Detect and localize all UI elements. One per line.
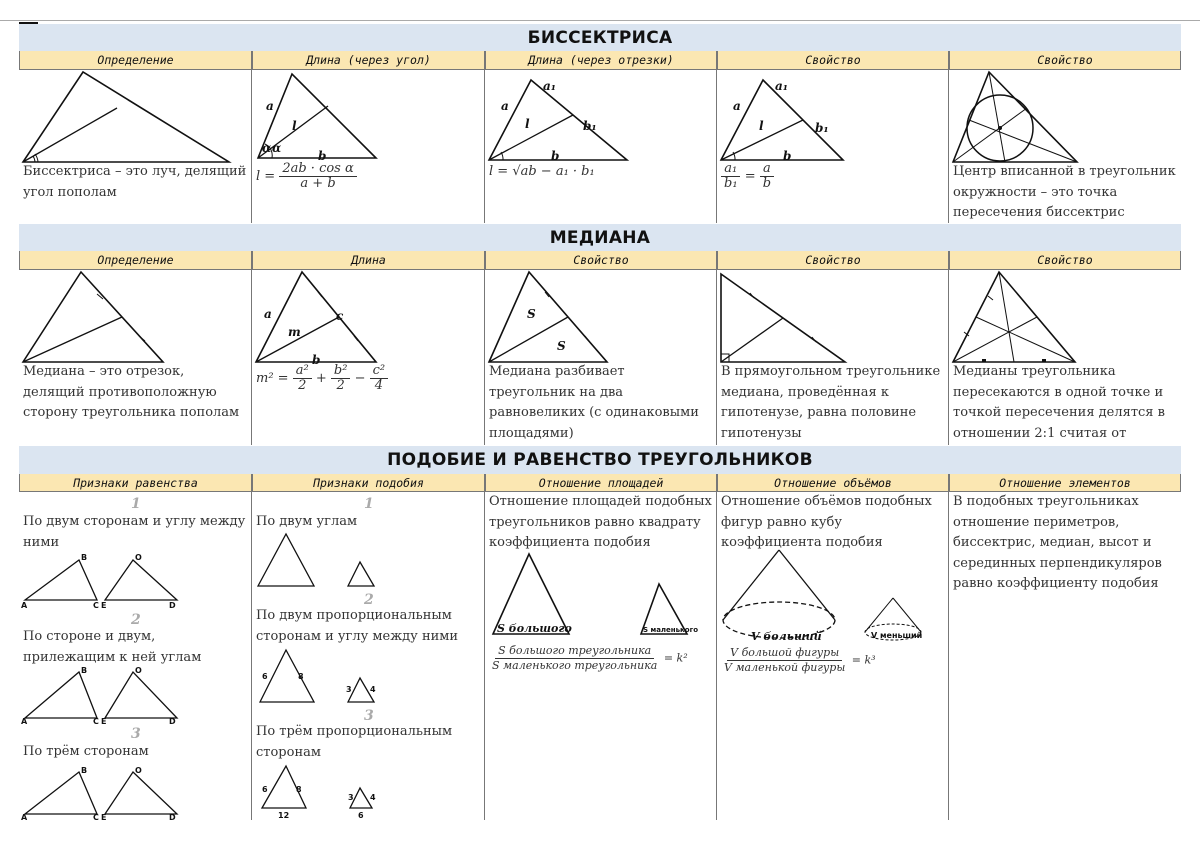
col-header: Длина bbox=[252, 251, 485, 270]
vertex-label: D bbox=[169, 813, 176, 820]
criterion-number: 1 bbox=[131, 496, 141, 512]
label-b1: b₁ bbox=[815, 121, 829, 135]
criterion-number: 3 bbox=[131, 726, 141, 742]
similarity-row bbox=[19, 492, 1181, 820]
formula-denominator: 2 bbox=[336, 378, 345, 393]
vertex-label: E bbox=[101, 717, 107, 726]
side-length: 4 bbox=[370, 685, 376, 694]
label-b: b bbox=[312, 353, 321, 367]
median-area-figure bbox=[485, 270, 717, 370]
volume-ratio-text: Отношение объёмов подобных фигур равно кубу коэффициента подобия bbox=[721, 494, 932, 550]
vertex-label: O bbox=[135, 553, 142, 562]
criterion-number: 1 bbox=[364, 496, 374, 512]
col-header: Определение bbox=[19, 51, 252, 70]
area-ratio-cell bbox=[485, 492, 717, 820]
formula-denominator: S маленького треугольника bbox=[492, 659, 658, 672]
side-length: 3 bbox=[346, 685, 352, 694]
section-title-bisector: БИССЕКТРИСА bbox=[19, 24, 1181, 51]
similarity-criterion-2-text: По двум пропорциональным сторонам и углу между ними bbox=[256, 608, 459, 644]
formula-numerator: a₁ bbox=[721, 162, 740, 177]
bisector-segments-figure bbox=[485, 70, 717, 170]
median-length-formula bbox=[256, 364, 388, 393]
formula-numerator: a² bbox=[293, 364, 312, 379]
label-b: b bbox=[551, 149, 560, 163]
incircle-property-cell bbox=[949, 70, 1181, 223]
median-area-cell bbox=[485, 270, 717, 445]
volume-ratio-cell bbox=[717, 492, 949, 820]
side-length: 3 bbox=[348, 793, 354, 802]
vertex-label: B bbox=[81, 666, 88, 675]
label-l: l bbox=[525, 117, 530, 131]
label-s: S bbox=[527, 307, 536, 321]
elements-ratio-text: В подобных треугольниках отношение периметров, биссектрис, медиан, высот и серединных перпендикуляров равно коэффициенту подобия bbox=[953, 494, 1162, 591]
vertex-label: D bbox=[169, 717, 176, 726]
equality-criteria-cell bbox=[19, 492, 252, 820]
label-alpha: α bbox=[272, 141, 282, 155]
median-definition-cell bbox=[19, 270, 252, 445]
incircle-text: Центр вписанной в треугольник окружности – это точка пересечения биссектрис bbox=[953, 164, 1176, 220]
formula-numerator: S большого треугольника bbox=[495, 644, 654, 659]
median-right-triangle-text: В прямоугольном треугольнике медиана, проведённая к гипотенузе, равна половине гипотенузы bbox=[721, 364, 941, 441]
vertex-label: C bbox=[93, 813, 99, 820]
formula-operator: − bbox=[354, 371, 366, 386]
formula-numerator: b² bbox=[331, 364, 351, 379]
vertex-label: A bbox=[21, 813, 28, 820]
formula-denominator: b bbox=[762, 176, 772, 191]
col-header: Отношение элементов bbox=[949, 474, 1181, 492]
col-header: Свойство bbox=[949, 51, 1181, 70]
label-a1: a₁ bbox=[543, 79, 557, 93]
bisector-header-row bbox=[19, 51, 1181, 70]
col-header: Отношение площадей bbox=[485, 474, 717, 492]
similarity-figures bbox=[252, 492, 485, 820]
small-volume-label: V меньший bbox=[871, 631, 923, 640]
label-a1: a₁ bbox=[775, 79, 789, 93]
similarity-criteria-cell bbox=[252, 492, 485, 820]
col-header: Свойство bbox=[485, 251, 717, 270]
median-right-triangle-cell bbox=[717, 270, 949, 445]
col-header: Отношение объёмов bbox=[717, 474, 949, 492]
vertex-label: C bbox=[93, 601, 99, 610]
volume-ratio-formula bbox=[721, 646, 876, 675]
equality-criterion-2-text: По стороне и двум, прилежащим к ней углам bbox=[23, 629, 202, 665]
formula-lhs: m² = bbox=[256, 371, 289, 386]
label-c: c bbox=[336, 309, 344, 323]
section-title-similarity: ПОДОБИЕ И РАВЕНСТВО ТРЕУГОЛЬНИКОВ bbox=[19, 446, 1181, 474]
formula-denominator: b₁ bbox=[724, 176, 738, 191]
formula-denominator: 2 bbox=[298, 378, 307, 393]
col-header: Длина (через отрезки) bbox=[485, 51, 717, 70]
bisector-row bbox=[19, 70, 1181, 223]
formula-numerator: c² bbox=[370, 364, 389, 379]
medians-intersection-text: Медианы треугольника пересекаются в одной точке и точкой пересечения делятся в отношении 2:1 считая от bbox=[953, 364, 1165, 441]
small-area-label: S маленького bbox=[643, 626, 699, 634]
vertex-label: E bbox=[101, 601, 107, 610]
formula-numerator: 2ab · cos α bbox=[279, 162, 356, 177]
col-header: Признаки равенства bbox=[19, 474, 252, 492]
section-title-median: МЕДИАНА bbox=[19, 224, 1181, 251]
bisector-angle-formula bbox=[256, 162, 357, 191]
bisector-property-figure bbox=[717, 70, 949, 170]
big-area-label: S большого bbox=[497, 622, 572, 635]
area-ratio-formula bbox=[489, 644, 688, 673]
vertex-label: B bbox=[81, 766, 88, 775]
elements-ratio-cell bbox=[949, 492, 1181, 820]
vertex-label: B bbox=[81, 553, 88, 562]
formula-operator: + bbox=[315, 371, 327, 386]
similarity-header-row bbox=[19, 474, 1181, 492]
median-length-cell bbox=[252, 270, 485, 445]
bisector-definition-text: Биссектриса – это луч, делящий угол пополам bbox=[23, 164, 247, 200]
bisector-angle-figure bbox=[252, 70, 485, 170]
bisector-length-segments-cell bbox=[485, 70, 717, 223]
label-a: a bbox=[266, 99, 274, 113]
col-header: Длина (через угол) bbox=[252, 51, 485, 70]
formula-numerator: a bbox=[760, 162, 774, 177]
formula-rhs: = k³ bbox=[851, 653, 876, 667]
formula-denominator: 4 bbox=[374, 378, 383, 393]
formula-lhs: l = bbox=[256, 169, 276, 184]
bisector-definition-cell bbox=[19, 70, 252, 223]
side-length: 6 bbox=[262, 672, 268, 681]
label-alpha: α bbox=[262, 141, 272, 155]
label-a: a bbox=[501, 99, 509, 113]
formula-numerator: V большой фигуры bbox=[727, 646, 842, 661]
area-ratio-text: Отношение площадей подобных треугольников равно квадрату коэффициента подобия bbox=[489, 494, 712, 550]
col-header: Свойство bbox=[949, 251, 1181, 270]
formula-denominator: V маленькой фигуры bbox=[724, 661, 846, 674]
col-header: Признаки подобия bbox=[252, 474, 485, 492]
criterion-number: 2 bbox=[364, 592, 374, 608]
label-m: m bbox=[288, 325, 301, 339]
similarity-criterion-1-text: По двум углам bbox=[256, 514, 358, 529]
formula-denominator: a + b bbox=[300, 176, 336, 191]
label-a: a bbox=[733, 99, 741, 113]
label-b: b bbox=[318, 149, 327, 163]
bisector-property-cell bbox=[717, 70, 949, 223]
col-header: Свойство bbox=[717, 51, 949, 70]
label-s: S bbox=[557, 339, 566, 353]
medians-intersection-cell bbox=[949, 270, 1181, 445]
median-header-row bbox=[19, 251, 1181, 270]
median-definition-figure bbox=[19, 270, 252, 370]
median-area-text: Медиана разбивает треугольник на два равновеликих (с одинаковыми площадями) bbox=[489, 364, 699, 441]
median-length-figure bbox=[252, 270, 485, 370]
vertex-label: A bbox=[21, 601, 28, 610]
median-row bbox=[19, 270, 1181, 445]
side-length: 6 bbox=[358, 811, 364, 820]
criterion-number: 2 bbox=[131, 612, 141, 628]
formula-equals: = bbox=[744, 169, 756, 184]
col-header: Свойство bbox=[717, 251, 949, 270]
label-a: a bbox=[264, 307, 272, 321]
side-length: 4 bbox=[370, 793, 376, 802]
bisector-segments-formula: l = √ab − a₁ · b₁ bbox=[489, 164, 595, 179]
side-length: 6 bbox=[262, 785, 268, 794]
formula-rhs: = k² bbox=[663, 651, 688, 665]
vertex-label: O bbox=[135, 766, 142, 775]
side-length: 12 bbox=[278, 811, 290, 820]
label-b1: b₁ bbox=[583, 119, 597, 133]
equality-criterion-1-text: По двум сторонам и углу между ними bbox=[23, 514, 246, 550]
side-length: 8 bbox=[296, 785, 302, 794]
label-l: l bbox=[759, 119, 764, 133]
medians-intersection-figure bbox=[949, 270, 1181, 370]
vertex-label: A bbox=[21, 717, 28, 726]
vertex-label: D bbox=[169, 601, 176, 610]
bisector-ratio-formula bbox=[721, 162, 774, 191]
big-volume-label: V больший bbox=[751, 630, 822, 643]
equality-criterion-3-text: По трём сторонам bbox=[23, 744, 149, 759]
incircle-figure bbox=[949, 70, 1181, 170]
vertex-label: O bbox=[135, 666, 142, 675]
label-b: b bbox=[783, 149, 792, 163]
col-header: Определение bbox=[19, 251, 252, 270]
criterion-number: 3 bbox=[364, 708, 374, 724]
vertex-label: C bbox=[93, 717, 99, 726]
vertex-label: E bbox=[101, 813, 107, 820]
median-definition-text: Медиана – это отрезок, делящий противоположную сторону треугольника пополам bbox=[23, 364, 240, 420]
similarity-criterion-3-text: По трём пропорциональным сторонам bbox=[256, 724, 453, 760]
label-l: l bbox=[292, 119, 297, 133]
bisector-length-angle-cell bbox=[252, 70, 485, 223]
bisector-definition-figure bbox=[19, 70, 252, 170]
side-length: 8 bbox=[298, 672, 304, 681]
right-triangle-figure bbox=[717, 270, 949, 370]
top-rule bbox=[0, 20, 1200, 21]
